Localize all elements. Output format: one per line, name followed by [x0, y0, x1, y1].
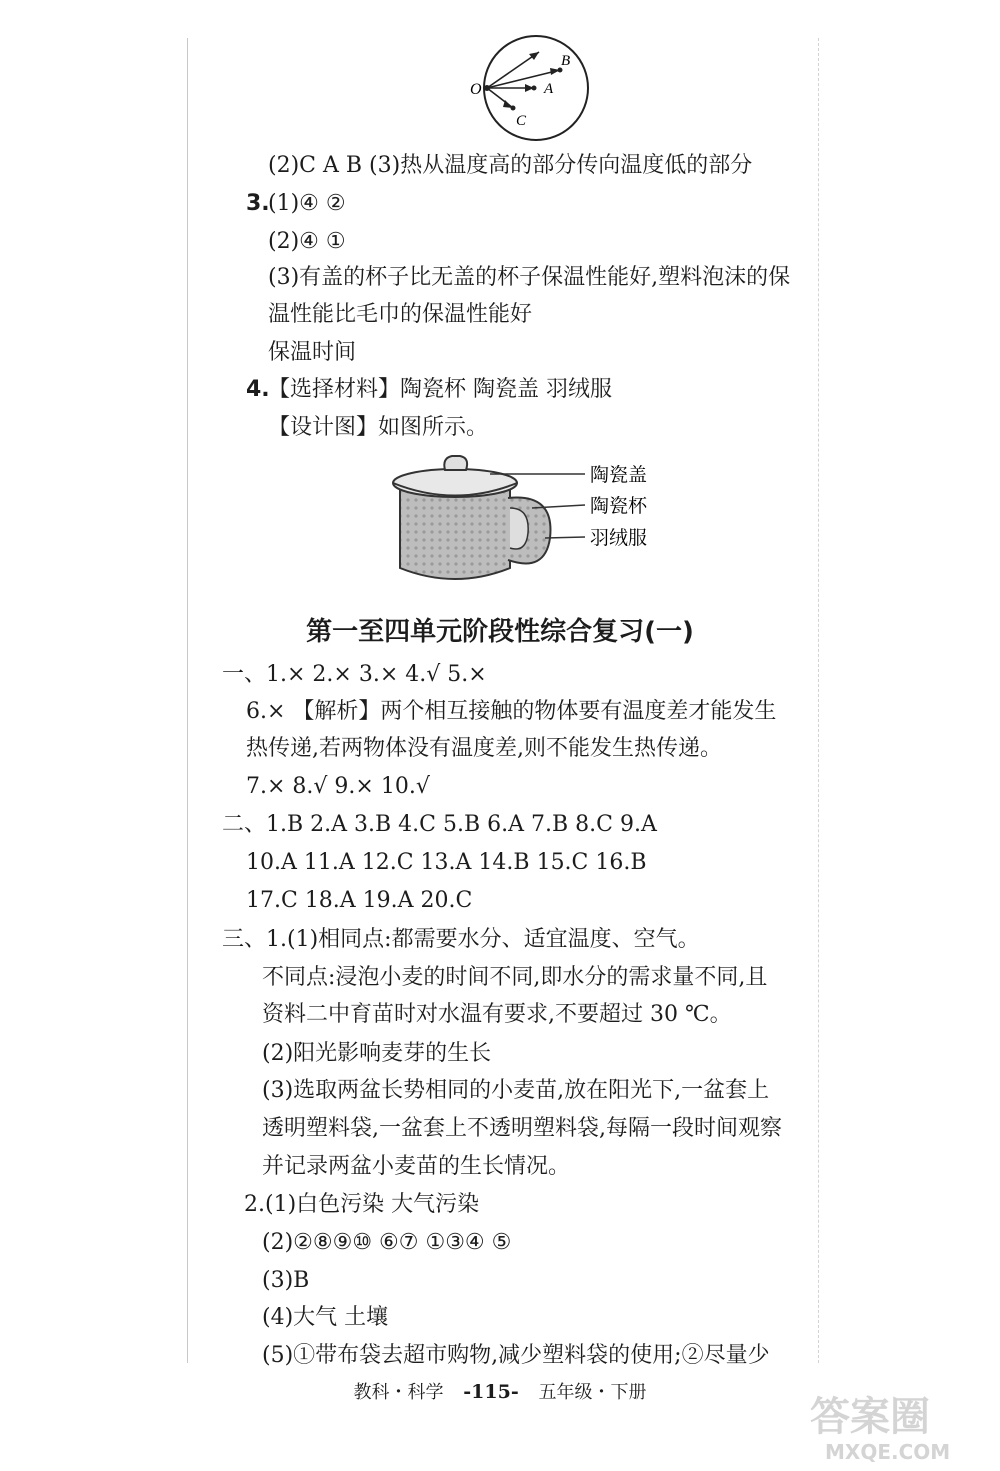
- svg-text:答案圈: 答案圈: [810, 1394, 930, 1440]
- part3-row-3: 资料二中育苗时对水温有要求,不要超过 30 ℃。: [262, 1002, 732, 1027]
- q3-number: 3.: [246, 191, 270, 216]
- label-c: C: [516, 113, 527, 129]
- label-b: B: [561, 53, 571, 69]
- part1-row-4: 7.× 8.√ 9.× 10.√: [246, 774, 430, 799]
- q4-number: 4.: [246, 377, 270, 402]
- part1-row-1: 一、1.× 2.× 3.× 4.√ 5.×: [222, 662, 487, 687]
- q4-line-2: 【设计图】如图所示。: [268, 415, 489, 440]
- right-margin-rule: [818, 38, 820, 1363]
- cup-label-cup: 陶瓷杯: [590, 495, 648, 517]
- part2-row-2: 10.A 11.A 12.C 13.A 14.B 15.C 16.B: [246, 850, 647, 875]
- answer-2-3: (2)C A B (3)热从温度高的部分传向温度低的部分: [268, 153, 753, 178]
- q3-line-4: 温性能比毛巾的保温性能好: [268, 302, 533, 327]
- svg-text:MXQE.COM: MXQE.COM: [825, 1440, 951, 1464]
- page-number: -115-: [463, 1381, 519, 1403]
- part1-row-3: 热传递,若两物体没有温度差,则不能发生热传递。: [246, 736, 722, 761]
- cup-label-lid: 陶瓷盖: [590, 464, 648, 486]
- part3-row-8: 2.(1)白色污染 大气污染: [244, 1192, 480, 1217]
- watermark-logo: [800, 1385, 990, 1465]
- q4-line-1: 【选择材料】陶瓷杯 陶瓷盖 羽绒服: [268, 377, 612, 402]
- footer-grade: 五年级・下册: [538, 1382, 647, 1403]
- part3-row-9: (2)②⑧⑨⑩ ⑥⑦ ①③④ ⑤: [262, 1230, 512, 1255]
- label-o: O: [470, 81, 482, 98]
- left-margin-rule: [187, 38, 188, 1363]
- part2-row-3: 17.C 18.A 19.A 20.C: [246, 888, 473, 913]
- part3-row-11: (4)大气 土壤: [262, 1305, 389, 1330]
- q3-line-3: (3)有盖的杯子比无盖的杯子保温性能好,塑料泡沫的保: [268, 265, 791, 290]
- part2-row-1: 二、1.B 2.A 3.B 4.C 5.B 6.A 7.B 8.C 9.A: [222, 812, 657, 837]
- part3-row-7: 并记录两盆小麦苗的生长情况。: [262, 1154, 571, 1179]
- part1-row-2: 6.× 【解析】两个相互接触的物体要有温度差才能发生: [246, 699, 777, 724]
- part3-row-2: 不同点:浸泡小麦的时间不同,即水分的需求量不同,且: [262, 965, 768, 990]
- label-a: A: [544, 81, 554, 97]
- cup-diagram: [380, 448, 680, 593]
- footer-subject: 教科・科学: [353, 1382, 444, 1403]
- part3-row-5: (3)选取两盆长势相同的小麦苗,放在阳光下,一盆套上: [262, 1078, 770, 1103]
- part3-row-12: (5)①带布袋去超市购物,减少塑料袋的使用;②尽量少: [262, 1343, 770, 1368]
- section-title: 第一至四单元阶段性综合复习(一): [306, 617, 694, 647]
- q3-line-2: (2)④ ①: [268, 229, 346, 254]
- cup-label-coat: 羽绒服: [590, 527, 648, 549]
- part3-row-6: 透明塑料袋,一盆套上不透明塑料袋,每隔一段时间观察: [262, 1116, 782, 1141]
- part3-row-1: 三、1.(1)相同点:都需要水分、适宜温度、空气。: [222, 927, 700, 952]
- q3-line-5: 保温时间: [268, 340, 357, 365]
- q3-line-1: (1)④ ②: [268, 191, 346, 216]
- part3-row-4: (2)阳光影响麦芽的生长: [262, 1041, 492, 1066]
- part3-row-10: (3)B: [262, 1268, 310, 1293]
- circle-diagram: [465, 30, 600, 145]
